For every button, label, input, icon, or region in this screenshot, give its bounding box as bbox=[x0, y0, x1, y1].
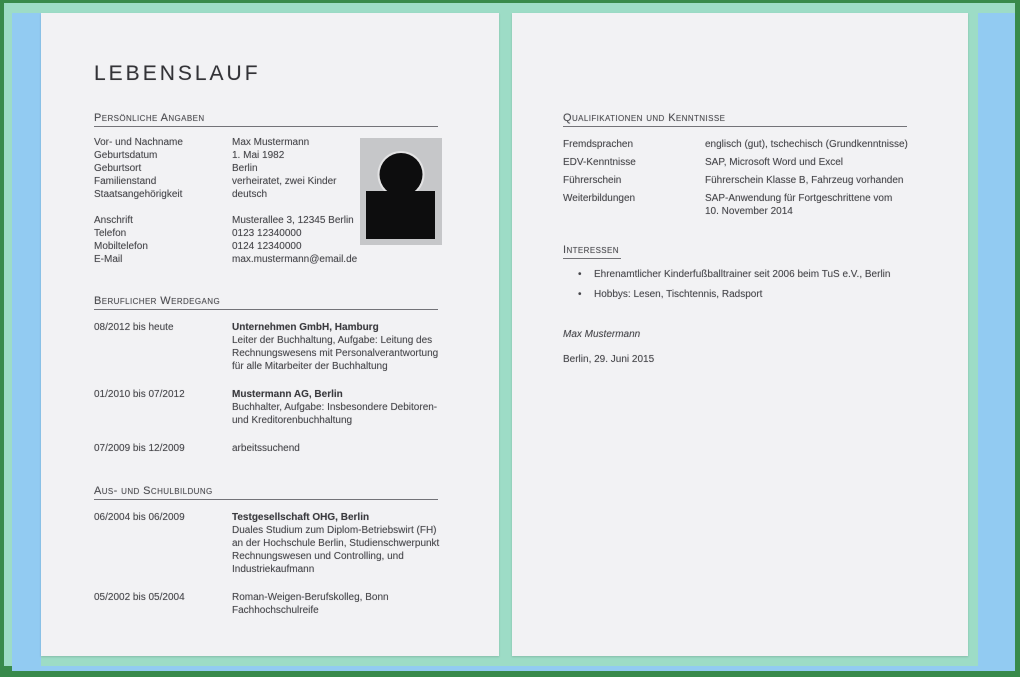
field-label: E-Mail bbox=[94, 254, 123, 265]
field-value: Berlin bbox=[232, 163, 258, 174]
section-heading-interests: Interessen bbox=[563, 244, 621, 259]
field-label: EDV-Kenntnisse bbox=[563, 157, 636, 168]
entry-company: Testgesellschaft OHG, Berlin bbox=[232, 512, 370, 523]
entry-description: Fachhochschulreife bbox=[232, 605, 319, 616]
field-value: Max Mustermann bbox=[232, 137, 310, 148]
qualifications-rows bbox=[563, 138, 908, 218]
career-entry bbox=[94, 388, 479, 427]
entry-description: arbeitssuchend bbox=[232, 443, 300, 454]
person-silhouette-icon bbox=[380, 153, 423, 196]
signature-name: Max Mustermann bbox=[563, 329, 641, 340]
entry-description: Buchhalter, Aufgabe: Insbesondere Debitoren- und Kreditorenbuchhaltung bbox=[232, 402, 438, 426]
bullet-icon: • bbox=[578, 289, 582, 300]
field-label: Mobiltelefon bbox=[94, 241, 148, 252]
field-value: Führerschein Klasse B, Fahrzeug vorhanden bbox=[705, 175, 904, 186]
field-value: verheiratet, zwei Kinder bbox=[232, 176, 337, 187]
entry-date-range: 01/2010 bis 07/2012 bbox=[94, 389, 185, 400]
field-label: Führerschein bbox=[563, 175, 622, 186]
career-entry bbox=[94, 321, 479, 373]
section-heading-education: Aus- und Schulbildung bbox=[94, 485, 438, 500]
section-heading-career: Beruflicher Werdegang bbox=[94, 295, 438, 310]
field-label: Anschrift bbox=[94, 215, 133, 226]
field-label: Geburtsdatum bbox=[94, 150, 158, 161]
field-label: Fremdsprachen bbox=[563, 139, 634, 150]
career-entry bbox=[94, 442, 479, 455]
field-value: SAP, Microsoft Word und Excel bbox=[705, 157, 844, 168]
info-row bbox=[563, 138, 908, 151]
field-value: englisch (gut), tschechisch (Grundkenntnisse) bbox=[705, 139, 908, 150]
field-value: max.mustermann@email.de bbox=[232, 254, 358, 265]
entry-description: Leiter der Buchhaltung, Aufgabe: Leitung des Rechnungswesens mit Personalverantwortung für alle Mitarbeiter der Buchhaltung bbox=[232, 335, 439, 372]
entry-date-range: 06/2004 bis 06/2009 bbox=[94, 512, 185, 523]
list-item bbox=[578, 288, 908, 301]
entry-company: Unternehmen GmbH, Hamburg bbox=[232, 322, 379, 333]
entry-description: Roman-Weigen-Berufskolleg, Bonn bbox=[232, 592, 389, 603]
list-item-text: Hobbys: Lesen, Tischtennis, Radsport bbox=[594, 289, 763, 300]
applicant-photo bbox=[360, 138, 442, 245]
entry-date-range: 07/2009 bis 12/2009 bbox=[94, 443, 185, 454]
field-value: 0123 12340000 bbox=[232, 228, 302, 239]
info-row bbox=[563, 192, 908, 218]
info-row bbox=[94, 253, 479, 266]
section-heading-personal: Persönliche Angaben bbox=[94, 112, 438, 127]
field-value: 1. Mai 1982 bbox=[232, 150, 285, 161]
education-entry bbox=[94, 511, 479, 576]
section-heading-qualifications: Qualifikationen und Kenntnisse bbox=[563, 112, 907, 127]
entry-description: Duales Studium zum Diplom-Betriebswirt (FH) an der Hochschule Berlin, Studienschwerpunkt Rechnungswesen und Controlling, und Industriekaufmann bbox=[232, 525, 440, 575]
field-value: Musterallee 3, 12345 Berlin bbox=[232, 215, 354, 226]
cv-title: LEBENSLAUF bbox=[94, 62, 261, 85]
info-row bbox=[563, 156, 908, 169]
entry-details bbox=[232, 591, 445, 617]
entry-details bbox=[232, 321, 445, 373]
entry-company: Mustermann AG, Berlin bbox=[232, 389, 343, 400]
list-item-text: Ehrenamtlicher Kinderfußballtrainer seit 2006 beim TuS e.V., Berlin bbox=[594, 269, 891, 280]
field-value: SAP-Anwendung für Fortgeschrittene vom 10. November 2014 bbox=[705, 193, 893, 217]
person-silhouette-torso bbox=[366, 191, 435, 239]
entry-date-range: 05/2002 bis 05/2004 bbox=[94, 592, 185, 603]
cv-pages-container bbox=[41, 13, 978, 666]
field-value: 0124 12340000 bbox=[232, 241, 302, 252]
list-item bbox=[578, 268, 908, 281]
interests-list bbox=[578, 268, 908, 301]
field-label: Familienstand bbox=[94, 176, 157, 187]
cv-page-1 bbox=[41, 13, 499, 656]
info-row bbox=[563, 174, 908, 187]
entry-details bbox=[232, 442, 445, 455]
cv-page-2 bbox=[512, 13, 968, 656]
entry-details bbox=[232, 511, 445, 576]
field-label: Telefon bbox=[94, 228, 127, 239]
entry-details bbox=[232, 388, 445, 427]
signature-place-date: Berlin, 29. Juni 2015 bbox=[563, 354, 655, 365]
entry-date-range: 08/2012 bis heute bbox=[94, 322, 174, 333]
field-label: Weiterbildungen bbox=[563, 193, 636, 204]
field-label: Vor- und Nachname bbox=[94, 137, 183, 148]
field-label: Staatsangehörigkeit bbox=[94, 189, 183, 200]
field-value: deutsch bbox=[232, 189, 268, 200]
bullet-icon: • bbox=[578, 269, 582, 280]
field-label: Geburtsort bbox=[94, 163, 142, 174]
education-entry bbox=[94, 591, 479, 617]
